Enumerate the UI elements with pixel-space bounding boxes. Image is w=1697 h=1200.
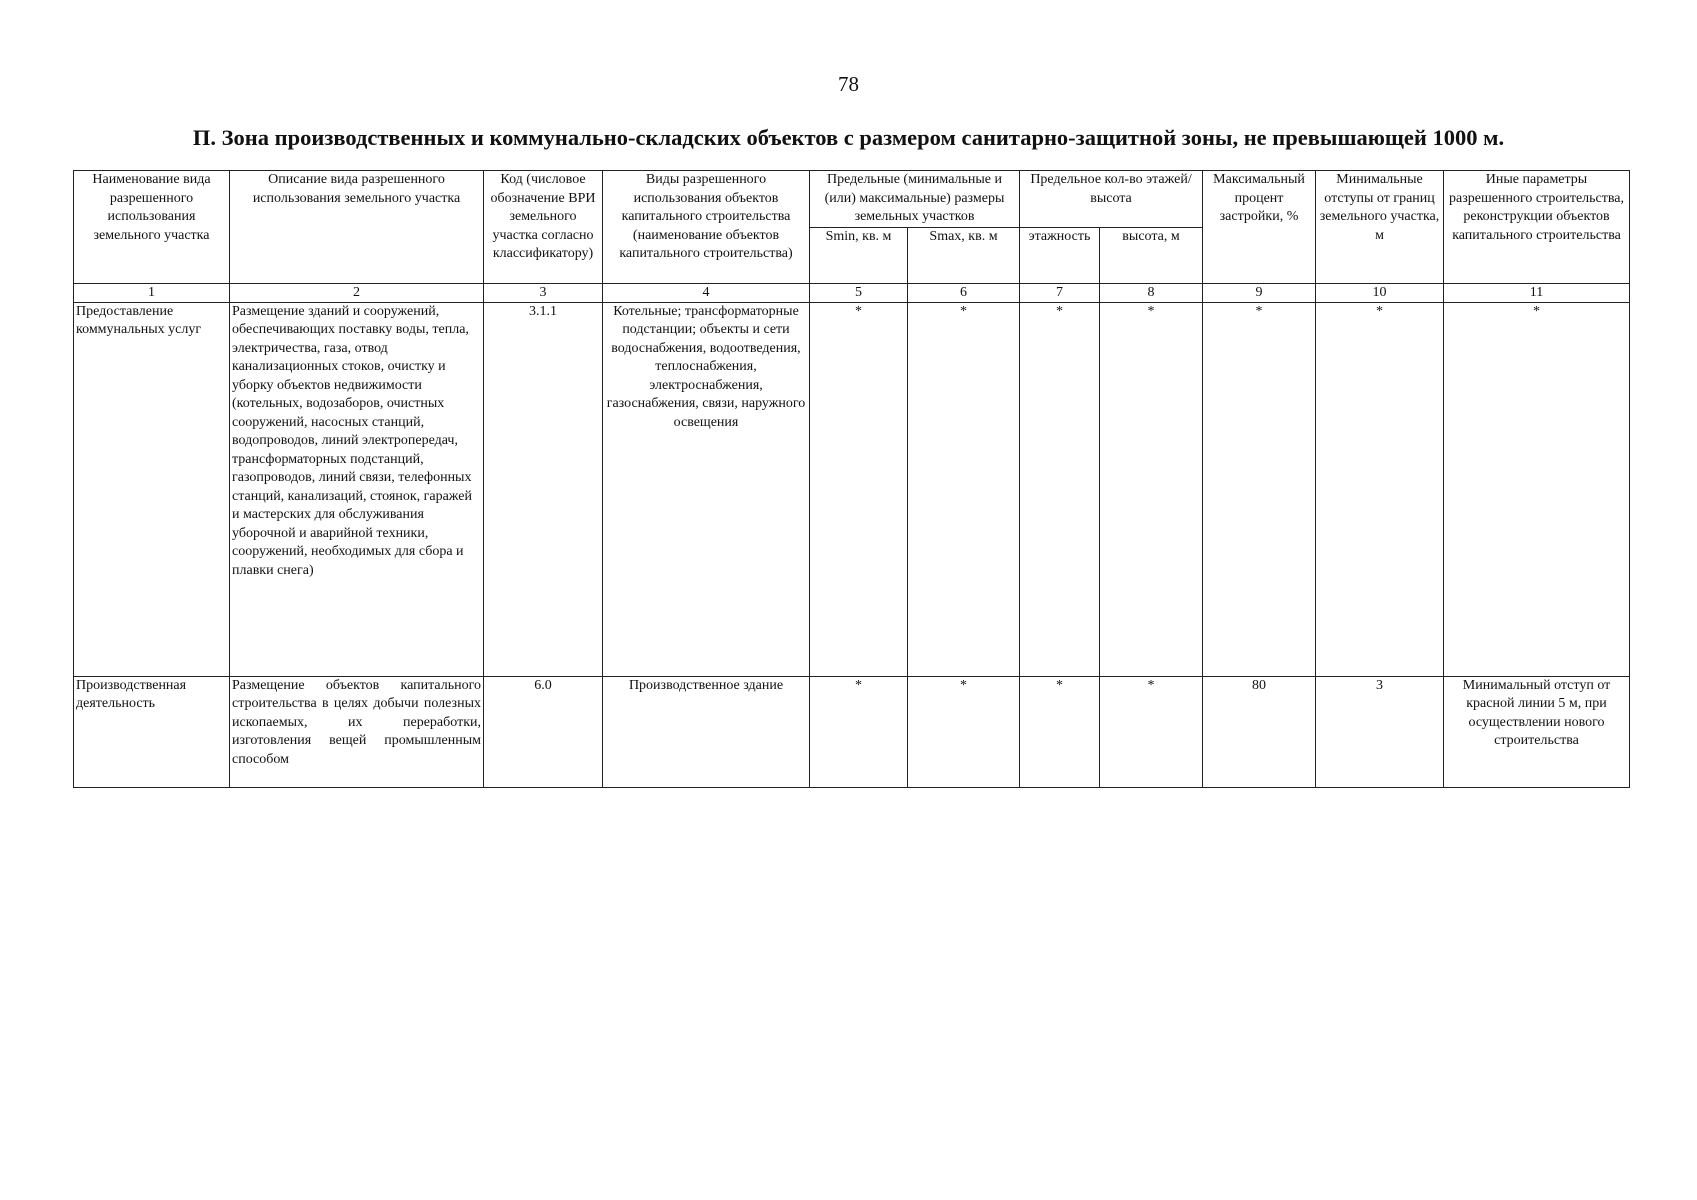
- column-number: 5: [810, 283, 908, 302]
- page-title: П. Зона производственных и коммунально-складских объектов с размером санитарно-защитной зоны, не превышающей 1000 м.: [192, 125, 1505, 150]
- cell-smin: *: [810, 676, 908, 787]
- cell-other-params: *: [1444, 302, 1630, 676]
- column-numbers-row: [74, 283, 1630, 302]
- column-number: 10: [1316, 283, 1444, 302]
- header-smax: Smax, кв. м: [908, 227, 1020, 283]
- page-number: 78: [838, 72, 859, 96]
- table-row: [74, 302, 1630, 676]
- header-height: высота, м: [1100, 227, 1203, 283]
- column-number: 4: [603, 283, 810, 302]
- cell-floors: *: [1020, 676, 1100, 787]
- cell-max-percent: *: [1203, 302, 1316, 676]
- header-floors-group: Предельное кол-во этажей/высота: [1020, 171, 1203, 228]
- cell-objects: Производственное здание: [603, 676, 810, 787]
- header-row: [74, 171, 1630, 228]
- column-number: 8: [1100, 283, 1203, 302]
- header-description: Описание вида разрешенного использования земельного участка: [230, 171, 484, 284]
- cell-smax: *: [908, 302, 1020, 676]
- cell-height: *: [1100, 302, 1203, 676]
- cell-name: Производственная деятельность: [74, 676, 230, 787]
- cell-code: 6.0: [484, 676, 603, 787]
- cell-smin: *: [810, 302, 908, 676]
- column-number: 6: [908, 283, 1020, 302]
- cell-name: Предоставление коммунальных услуг: [74, 302, 230, 676]
- cell-height: *: [1100, 676, 1203, 787]
- cell-other-params: Минимальный отступ от красной линии 5 м, при осуществлении нового строительства: [1444, 676, 1630, 787]
- cell-description: Размещение объектов капитального строительства в целях добычи полезных ископаемых, их переработки, изготовления вещей промышленным способом: [230, 676, 484, 787]
- header-max-percent: Максимальный процент застройки, %: [1203, 171, 1316, 284]
- cell-description: Размещение зданий и сооружений, обеспечивающих поставку воды, тепла, электричества, газа, отвод канализационных стоков, очистку и уборку объектов недвижимости (котельных, водозаборов, очистных сооружений, насосных станций, водопроводов, линий электропередач, трансформаторных подстанций, газопроводов, линий связи, телефонных станций, канализаций, стоянок, гаражей и мастерских для обслуживания уборочной и аварийной техники, сооружений, необходимых для сбора и плавки снега): [230, 302, 484, 676]
- cell-min-indent: 3: [1316, 676, 1444, 787]
- header-min-indent: Минимальные отступы от границ земельного участка, м: [1316, 171, 1444, 284]
- cell-code: 3.1.1: [484, 302, 603, 676]
- column-number: 1: [74, 283, 230, 302]
- cell-min-indent: *: [1316, 302, 1444, 676]
- header-objects: Виды разрешенного использования объектов капитального строительства (наименование объектов капитального строительства): [603, 171, 810, 284]
- header-smin: Smin, кв. м: [810, 227, 908, 283]
- cell-floors: *: [1020, 302, 1100, 676]
- table-row: [74, 676, 1630, 787]
- cell-smax: *: [908, 676, 1020, 787]
- header-floors: этажность: [1020, 227, 1100, 283]
- header-code: Код (числовое обозначение ВРИ земельного участка согласно классификатору): [484, 171, 603, 284]
- column-number: 9: [1203, 283, 1316, 302]
- column-number: 2: [230, 283, 484, 302]
- column-number: 3: [484, 283, 603, 302]
- header-plot-size-group: Предельные (минимальные и (или) максимальные) размеры земельных участков: [810, 171, 1020, 228]
- column-number: 11: [1444, 283, 1630, 302]
- column-number: 7: [1020, 283, 1100, 302]
- cell-objects: Котельные; трансформаторные подстанции; объекты и сети водоснабжения, водоотведения, теплоснабжения, электроснабжения, газоснабжения, связи, наружного освещения: [603, 302, 810, 676]
- header-name: Наименование вида разрешенного использования земельного участка: [74, 171, 230, 284]
- regulations-table: [73, 170, 1630, 788]
- cell-max-percent: 80: [1203, 676, 1316, 787]
- header-other-params: Иные параметры разрешенного строительства, реконструкции объектов капитального строительства: [1444, 171, 1630, 284]
